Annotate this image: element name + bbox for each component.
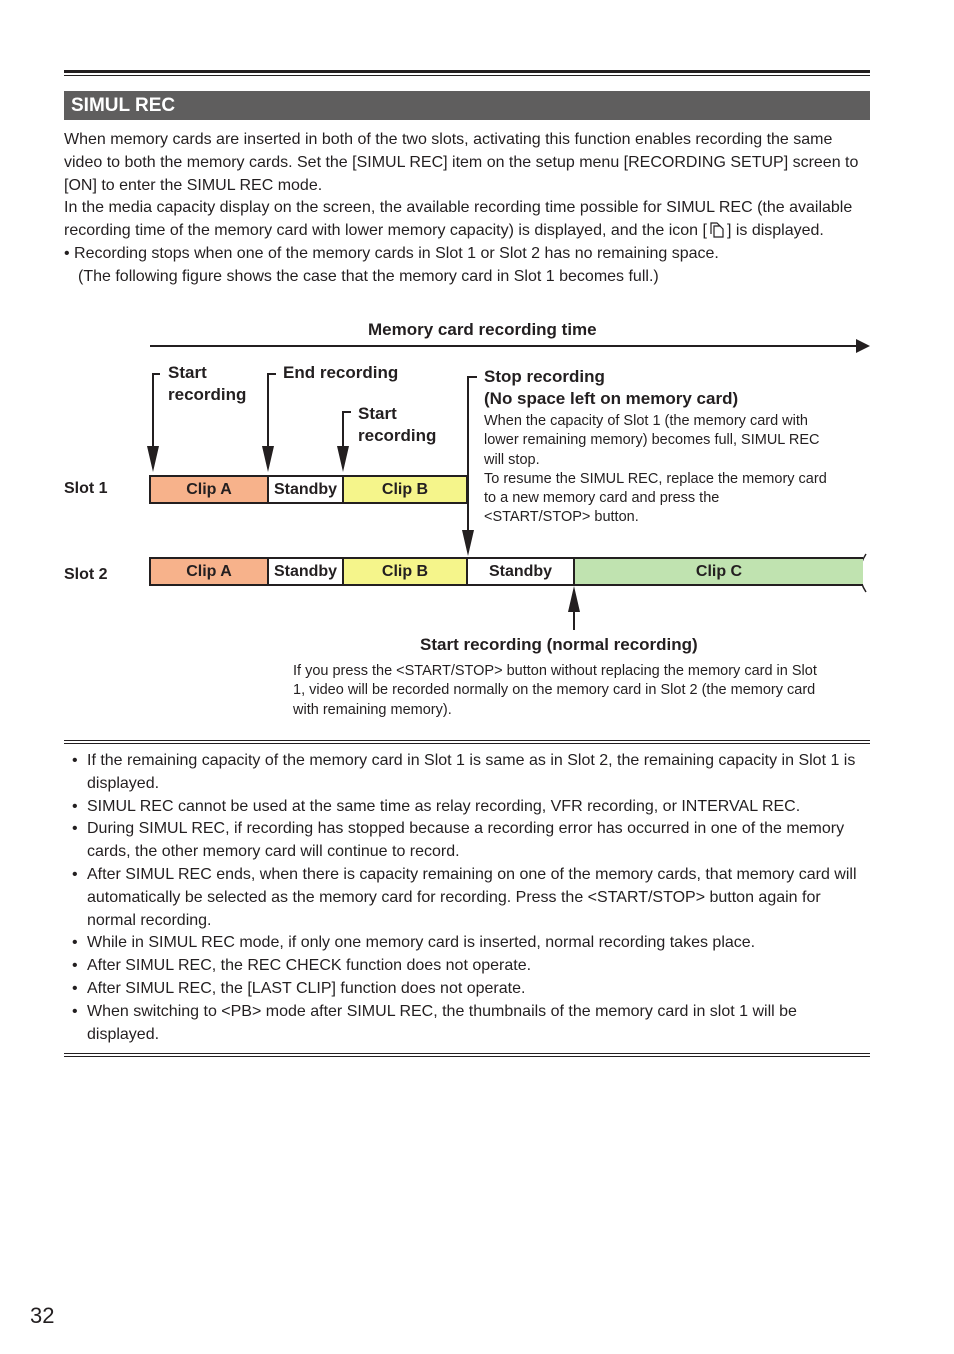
intro-bullet: • Recording stops when one of the memory cards in Slot 1 or Slot 2 has no remaining space. <box>64 244 719 262</box>
intro-bullet-continuation: (The following figure shows the case that the memory card in Slot 1 becomes full.) <box>78 267 659 285</box>
section-title: SIMUL REC <box>71 95 176 116</box>
stop-recording-title-line-1: Stop recording <box>484 367 605 386</box>
intro-paragraph-2 <box>64 197 870 243</box>
note-item: • If the remaining capacity of the memory card in Slot 1 is same as in Slot 2, the remaining capacity in Slot 1 is displayed. <box>64 750 870 796</box>
normal-recording-arrowhead <box>568 586 580 612</box>
stop-recording-desc-line: When the capacity of Slot 1 (the memory card with <box>484 413 808 429</box>
simul-rec-diagram <box>0 310 954 730</box>
normal-recording-desc-line: with remaining memory). <box>293 701 452 718</box>
slot-2-standby-2: Standby <box>466 557 575 586</box>
top-rule-thin <box>64 75 870 76</box>
slot-1-label: Slot 1 <box>64 480 108 497</box>
intro-paragraph-2-end: ] is displayed. <box>726 222 824 240</box>
stop-recording-desc-line: to a new memory card and press the <box>484 490 720 507</box>
slot-2-clip-c: Clip C <box>573 557 863 586</box>
start-recording-1-arrowhead <box>147 446 159 472</box>
stop-recording-title-line-2: (No space left on memory card) <box>484 389 739 408</box>
slot-1-clip-a: Clip A <box>149 475 269 504</box>
intro-paragraph-2-text: In the media capacity display on the screen, the available recording time possible for SIMUL REC (the available recording time of the memory card with lower memory capacity) is displayed, and the icon [ <box>64 199 853 240</box>
slot-2-label: Slot 2 <box>64 566 108 583</box>
start-recording-2-line <box>343 412 351 450</box>
notes-bottom-rule <box>64 1053 870 1054</box>
slot-1-standby: Standby <box>267 475 344 504</box>
note-item: • After SIMUL REC ends, when there is capacity remaining on one of the memory cards, that memory card will automatically be selected as the memory card for recording. Press the <START/STOP> button again for normal recording. <box>64 864 870 932</box>
start-recording-1-label <box>168 362 246 406</box>
page-number: 32 <box>30 1303 55 1328</box>
stop-recording-desc-line: To resume the SIMUL REC, replace the memory card <box>484 470 827 487</box>
slot-2-clip-a: Clip A <box>149 557 269 586</box>
normal-recording-desc-line: 1, video will be recorded normally on the memory card in Slot 2 (the memory card <box>293 682 816 699</box>
start-recording-1-line-2: recording <box>168 385 247 404</box>
stop-recording-desc-line: will stop. <box>484 451 540 468</box>
note-item: • After SIMUL REC, the REC CHECK function does not operate. <box>64 955 870 978</box>
time-axis-arrowhead <box>856 339 870 353</box>
normal-recording-title: Start recording (normal recording) <box>420 635 698 654</box>
notes-list <box>64 750 870 1046</box>
intro-text <box>64 129 870 289</box>
notes-top-rule-2 <box>64 743 870 744</box>
stop-recording-desc-line: lower remaining memory) becomes full, SIMUL REC <box>484 432 820 449</box>
intro-paragraph-1: When memory cards are inserted in both of the two slots, activating this function enables recording the same video to both the memory cards. Set the [SIMUL REC] item on the setup menu [RECORDING SETUP] screen to [ON] to enter the SIMUL REC mode. <box>64 131 859 194</box>
stop-recording-line <box>468 377 477 532</box>
dual-card-icon <box>707 221 727 238</box>
top-rule-thick <box>64 70 870 73</box>
note-item: • SIMUL REC cannot be used at the same time as relay recording, VFR recording, or INTERVAL REC. <box>64 796 870 819</box>
slot-2-clip-b: Clip B <box>342 557 468 586</box>
intro-bullet-text: Recording stops when one of the memory cards in Slot 1 or Slot 2 has no remaining space. <box>74 244 719 262</box>
normal-recording-desc-line: If you press the <START/STOP> button without replacing the memory card in Slot <box>293 663 817 679</box>
note-item: • During SIMUL REC, if recording has stopped because a recording error has occurred in one of the memory cards, the other memory card will continue to record. <box>64 818 870 864</box>
stop-recording-arrowhead <box>462 530 474 556</box>
stop-recording-title <box>484 366 738 410</box>
end-recording-arrowhead <box>262 446 274 472</box>
start-recording-1-line <box>153 374 160 450</box>
note-item: • While in SIMUL REC mode, if only one memory card is inserted, normal recording takes place. <box>64 932 870 955</box>
normal-recording-description <box>293 662 817 720</box>
notes-top-rule <box>64 740 870 741</box>
note-item: • When switching to <PB> mode after SIMUL REC, the thumbnails of the memory card in slot 1 will be displayed. <box>64 1001 870 1047</box>
start-recording-2-arrowhead <box>337 446 349 472</box>
slot-1-clip-b: Clip B <box>342 475 468 504</box>
notes-bottom-rule-2 <box>64 1056 870 1057</box>
start-recording-2-line-1: Start <box>358 404 397 423</box>
start-recording-2-label <box>358 403 436 447</box>
slot-2-standby-1: Standby <box>267 557 344 586</box>
time-axis-label: Memory card recording time <box>368 320 597 339</box>
start-recording-2-line-2: recording <box>358 426 437 445</box>
end-recording-line <box>268 374 276 450</box>
note-item: • After SIMUL REC, the [LAST CLIP] function does not operate. <box>64 978 870 1001</box>
start-recording-1-line-1: Start <box>168 363 207 382</box>
stop-recording-description <box>484 412 827 528</box>
stop-recording-desc-line: <START/STOP> button. <box>484 509 639 526</box>
end-recording-label: End recording <box>283 363 399 382</box>
section-header <box>64 91 870 120</box>
